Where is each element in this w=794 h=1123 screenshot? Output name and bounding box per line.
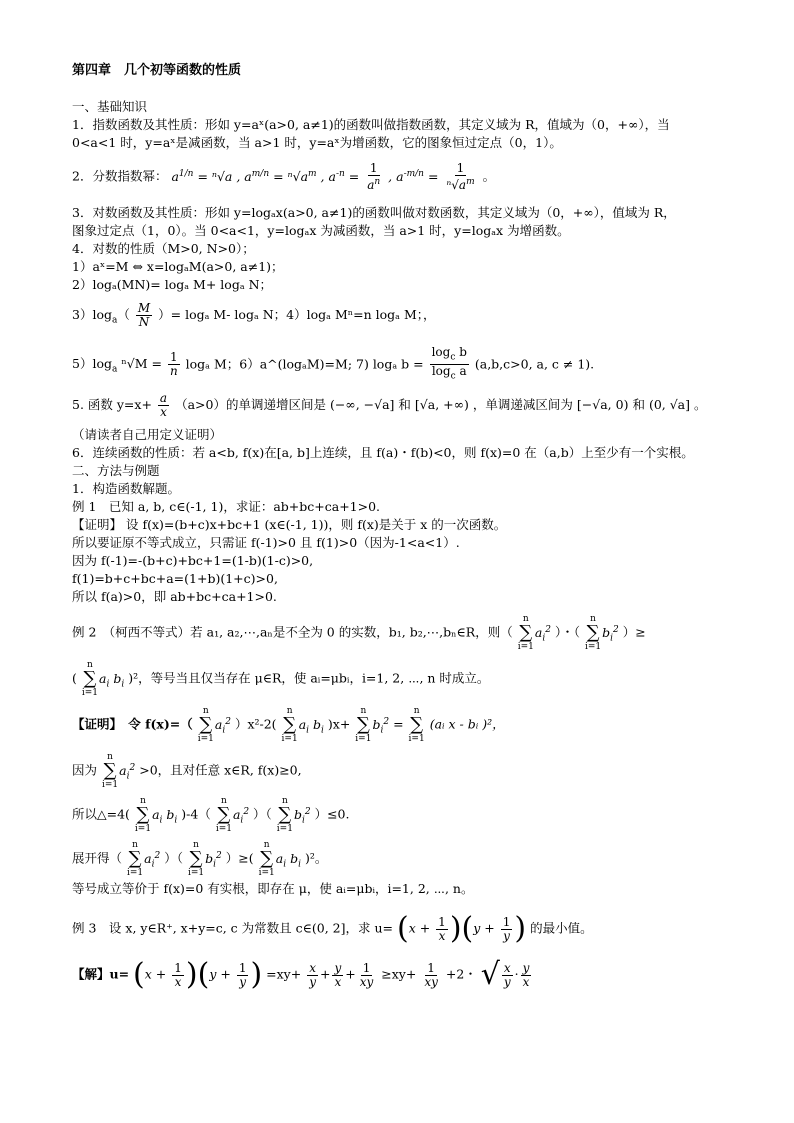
text-because-tail: >0，且对任意 x∈R, f(x)≥0, bbox=[139, 762, 302, 778]
fraction-change-of-base: $\frac{\log_c b}{\log_c a}$ bbox=[431, 345, 467, 382]
sum-b-squared-2: n ∑ i=1 bbox=[355, 706, 372, 744]
example-3-text-b: 的最小值。 bbox=[530, 920, 593, 936]
interval-1: (−∞, −√a] bbox=[329, 397, 395, 412]
example-2-text-b: ）・（ bbox=[554, 624, 580, 640]
text-and-2: 和 bbox=[632, 397, 645, 412]
text-expand-c: ）≥( bbox=[225, 850, 254, 866]
paragraph-log-1: 3．对数函数及其性质：形如 y=logₐx(a>0, a≠1)的函数叫做对数函数，其定义域为（0，+∞），值域为 R， bbox=[72, 205, 676, 220]
fractional-exponent-label: 2．分数指数幂： bbox=[72, 168, 168, 184]
example-1-line-5: 所以 f(a)>0，即 ab+bc+ca+1>0. bbox=[72, 589, 277, 604]
paren-open: ( bbox=[72, 670, 77, 686]
chapter-title: 第四章 几个初等函数的性质 bbox=[72, 63, 242, 78]
example-1-line-2: 所以要证原不等式成立，只需证 f(-1)>0 且 f(1)>0（因为-1<a<1）. bbox=[72, 535, 460, 550]
tail-3: ） bbox=[158, 307, 171, 322]
log-property-2: 2）logₐ(MN)= logₐ M+ logₐ N； bbox=[72, 277, 273, 292]
sum-ab: n ∑ i=1 bbox=[81, 660, 99, 698]
text-delta-a: 所以△=4( bbox=[72, 806, 130, 822]
example-2-line-2: ( n ∑ i=1 $a_i$ $b_i$ )²，等号当且仅当存在 μ∈R，使 aᵢ=μbᵢ，i=1, 2, ⋯, n 时成立。 bbox=[72, 660, 490, 698]
sum-b-squared: n ∑ i=1 bbox=[584, 614, 602, 652]
text-because: 因为 bbox=[72, 762, 98, 778]
log-property-5-tail: logₐ M；6）a^(logₐM)=M; 7) logₐ b = bbox=[185, 356, 424, 372]
text-increasing: （a>0）的单调递增区间是 bbox=[175, 397, 326, 412]
label-3: $3)\log_a$（ bbox=[72, 307, 130, 326]
formula-part: , $a^{-m/n}$ = bbox=[388, 168, 443, 184]
text-delta-c: ）（ bbox=[253, 806, 272, 822]
text-expand-b: ）（ bbox=[164, 850, 183, 866]
log-property-5-end: (a,b,c>0, a, c ≠ 1). bbox=[474, 356, 595, 372]
fraction-a-over-x: $\frac{a}{x}$ bbox=[159, 391, 168, 419]
paragraph-fractional-exponent bbox=[72, 162, 495, 192]
sum-a-squared-5: n ∑ i=1 bbox=[127, 840, 144, 878]
log-property-3 bbox=[72, 302, 436, 330]
example-2-proof-d: = bbox=[393, 716, 404, 732]
example-1: 例 1 已知 a, b, c∈(-1, 1)，求证：ab+bc+ca+1>0. bbox=[72, 499, 381, 514]
sum-a-squared-2: n ∑ i=1 bbox=[197, 706, 214, 744]
section-heading-basics: 一、基础知识 bbox=[72, 99, 148, 114]
formula-fractional-exponent: $a^{1/n} = ^n√a$ , $a^{m/n} = ^n√a^m$ , $a^{-n}$ = bbox=[171, 168, 364, 184]
example-3-solution-d: +2・ bbox=[445, 966, 477, 982]
fraction-1-over-y: $\frac{1}{y}$ bbox=[502, 914, 511, 943]
text-decreasing: ，单调递减区间为 bbox=[472, 397, 573, 412]
example-3-text-a: 例 3 设 x, y∈R⁺, x+y=c, c 为常数且 c∈(0, 2]，求 u= bbox=[72, 920, 393, 936]
paren: ( bbox=[396, 911, 409, 946]
note-prove-yourself: （请读者自己用定义证明） bbox=[72, 427, 223, 442]
example-2-text-a: 例 2 （柯西不等式）若 a₁, a₂,⋯,aₙ是不全为 0 的实数，b₁, b₂,⋯,bₙ∈R，则（ bbox=[72, 624, 513, 640]
section-heading-methods: 二、方法与例题 bbox=[72, 463, 160, 478]
sum-ab-2: n ∑ i=1 bbox=[281, 706, 298, 744]
example-3-solution-a: 【解】u= bbox=[72, 966, 130, 982]
sum-a-squared-4: n ∑ i=1 bbox=[215, 796, 232, 834]
example-3-solution-b: =xy+ bbox=[266, 966, 302, 982]
sum-b-squared-5: n ∑ i=1 bbox=[187, 840, 205, 878]
sum-a-squared: n ∑ i=1 bbox=[517, 614, 534, 652]
example-2: 例 2 （柯西不等式）若 a₁, a₂,⋯,aₙ是不全为 0 的实数，b₁, b₂,⋯,bₙ∈R，则（ n ∑ i=1 $a_i^2$ ）・（ n ∑ i=1 $b_i^2$ ）≥ bbox=[72, 614, 646, 652]
interval-3: [−√a, 0) bbox=[576, 397, 629, 412]
sum-ab-3: n ∑ i=1 bbox=[134, 796, 152, 834]
log-property-1: 1）aˣ=M ⇔ x=logₐM(a>0, a≠1)； bbox=[72, 259, 284, 274]
paragraph-log-properties: 4．对数的性质（M>0, N>0）； bbox=[72, 241, 255, 256]
example-3: 例 3 设 x, y∈R⁺, x+y=c, c 为常数且 c∈(0, 2]，求 u= (x + $\frac{1}{x}$ )(y + $\frac{1}{y}$ ) 的最小值。 bbox=[72, 911, 593, 946]
log-property-3-tail: = logₐ M- logₐ N；4）logₐ Mⁿ=n logₐ M；， bbox=[170, 307, 436, 322]
example-1-proof: 【证明】 设 f(x)=(b+c)x+bc+1 (x∈(-1, 1))，则 f(x)是关于 x 的一次函数。 bbox=[72, 517, 507, 532]
sum-b-squared-4: n ∑ i=1 bbox=[276, 796, 293, 834]
paragraph-exponential-1: 1．指数函数及其性质：形如 y=aˣ(a>0, a≠1)的函数叫做指数函数，其定义域为 R，值域为（0，+∞），当 bbox=[72, 117, 670, 132]
paragraph-exponential-2: 0<a<1 时，y=aˣ是减函数，当 a>1 时，y=aˣ为增函数，它的图象恒过定点（0，1）。 bbox=[72, 135, 562, 150]
interval-2: [√a, +∞) bbox=[414, 397, 469, 412]
text-expand-a: 展开得（ bbox=[72, 850, 123, 866]
paragraph-monotonic-intervals bbox=[72, 392, 707, 419]
paragraph-log-2: 图象过定点（1，0）。当 0<a<1，y=logₐx 为减函数，当 a>1 时，y=logₐx 为增函数。 bbox=[72, 223, 570, 238]
example-2-proof-e: (aᵢ x - bᵢ )²， bbox=[429, 716, 505, 732]
example-2-proof-b: ）x²-2( bbox=[234, 716, 277, 732]
example-2-line-5: 展开得（ n ∑ i=1 $a_i^2$ ）（ n ∑ i=1 $b_i^2$ ）≥( n ∑ i=1 $a_i$ $b_i$ )²。 bbox=[72, 840, 328, 878]
example-2-proof-a: 【证明】 令 f(x)=（ bbox=[72, 716, 193, 732]
sum-squares: n ∑ i=1 bbox=[408, 706, 425, 744]
example-3-solution: 【解】u= (x + $\frac{1}{x}$ )(y + $\frac{1}{y}$ ) =xy+ $\frac{x}{y}$ + $\frac{y}{x}$ + $\frac{1}{xy}$ ≥xy+ $\frac{1}{xy}$ +2・ √ $\frac{x}{y}$ · $\frac{y}{x}$ bbox=[72, 957, 530, 992]
method-1: 1．构造函数解题。 bbox=[72, 481, 180, 496]
text-delta-d: ）≤0. bbox=[314, 806, 350, 822]
label-5: $5)\log_a$ ⁿ√M = bbox=[72, 356, 162, 375]
example-2-proof-c: )x+ bbox=[327, 716, 351, 732]
example-2-text-d: )²，等号当且仅当存在 μ∈R，使 aᵢ=μbᵢ，i=1, 2, ⋯, n 时成立。 bbox=[128, 670, 490, 686]
log-property-5 bbox=[72, 346, 594, 384]
example-2-line-4: 所以△=4( n ∑ i=1 $a_i$ $b_i$ )-4（ n ∑ i=1 $a_i^2$ ）（ n ∑ i=1 $b_i^2$ ）≤0. bbox=[72, 796, 350, 834]
sum-ab-4: n ∑ i=1 bbox=[258, 840, 275, 878]
example-1-line-3: 因为 f(-1)=-(b+c)+bc+1=(1-b)(1-c)>0, bbox=[72, 553, 314, 568]
example-3-solution-c: ≥xy+ bbox=[381, 966, 417, 982]
formula-fraction-1-over-a-n: $\frac{1}{a^n}$ bbox=[367, 161, 381, 192]
formula-end: 。 bbox=[482, 168, 496, 184]
example-2-proof: 【证明】 令 f(x)=（ n ∑ i=1 $a_i^2$ ）x²-2( n ∑ i=1 $a_i$ $b_i$ )x+ n ∑ i=1 $b_i^2$ = n ∑ i=1 (aᵢ x - bᵢ )²， bbox=[72, 706, 505, 744]
fraction-m-over-n: $\frac{M}{N}$ bbox=[137, 301, 151, 329]
text-function: 5. 函数 y=x+ bbox=[72, 397, 152, 412]
formula-fraction-1-over-root: $\frac{1}{^n√a^m}$ bbox=[446, 161, 475, 192]
example-2-line-3: 因为 n ∑ i=1 $a_i^2 >0$，且对任意 x∈R, f(x)≥0, bbox=[72, 752, 302, 790]
interval-4: (0, √a] bbox=[648, 397, 691, 412]
text-delta-b: )-4（ bbox=[181, 806, 211, 822]
example-1-line-4: f(1)=b+c+bc+a=(1+b)(1+c)>0, bbox=[72, 571, 278, 586]
paragraph-continuous: 6．连续函数的性质：若 a<b, f(x)在[a, b]上连续，且 f(a)・f(b)<0，则 f(x)=0 在（a,b）上至少有一个实根。 bbox=[72, 445, 694, 460]
example-2-text-c: ）≥ bbox=[622, 624, 646, 640]
text-and-1: 和 bbox=[398, 397, 411, 412]
text-expand-d: )²。 bbox=[304, 850, 328, 866]
text-period: 。 bbox=[694, 397, 707, 412]
fraction-1-over-x: $\frac{1}{x}$ bbox=[438, 914, 446, 943]
sum-a-squared-3: n ∑ i=1 bbox=[102, 752, 119, 790]
example-2-line-6: 等号成立等价于 f(x)=0 有实根，即存在 μ，使 aᵢ=μbᵢ，i=1, 2, ⋯, n。 bbox=[72, 881, 474, 896]
fraction-1-over-n: $\frac{1}{n}$ bbox=[169, 350, 178, 379]
